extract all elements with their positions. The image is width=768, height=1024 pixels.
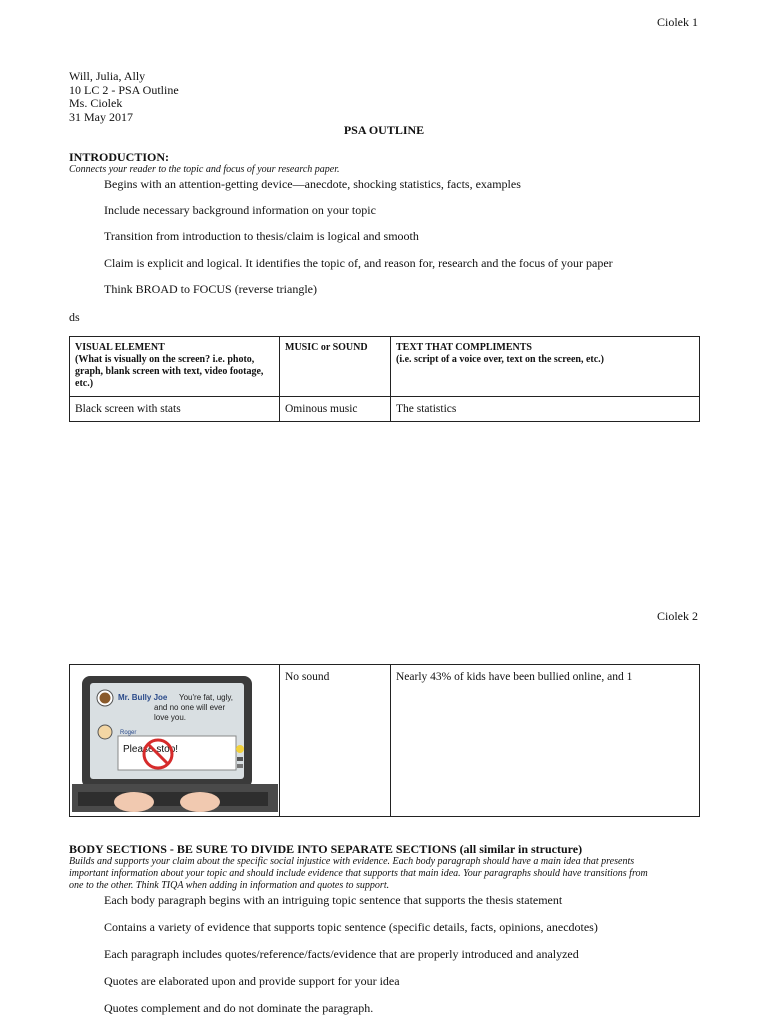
camera-icon (237, 757, 243, 761)
reply-message: Please stop! (123, 744, 179, 755)
header-title: TEXT THAT COMPLIMENTS (396, 342, 532, 353)
table-header-row (70, 337, 700, 397)
music-sound-header (280, 337, 391, 397)
page-title: PSA OUTLINE (343, 123, 425, 137)
intro-item: Transition from introduction to thesis/claim is logical and smooth (104, 229, 419, 243)
visual-element-header (70, 337, 280, 397)
body-heading (69, 842, 582, 856)
cyberbullying-illustration (72, 670, 278, 812)
psa-table-page1 (69, 336, 700, 422)
body-item: Each paragraph includes quotes/reference/facts/evidence that are properly introduced and analyzed (104, 947, 579, 961)
bully-message-line1: You're fat, ugly, (179, 693, 234, 702)
text-header (391, 337, 700, 397)
body-subtitle-line: Builds and supports your claim about the specific social injustice with evidence. Each body paragraph should have a main idea that presents (69, 856, 635, 867)
bully-name: Mr. Bully Joe (118, 693, 168, 702)
visual-image-cell (70, 665, 280, 817)
visual-cell: Black screen with stats (70, 397, 280, 422)
heading-teacher: Ms. Ciolek (69, 96, 123, 110)
intro-item: Begins with an attention-getting device—anecdote, shocking statistics, facts, examples (104, 177, 521, 191)
reply-name: Roger (120, 730, 137, 736)
page-number-1: Ciolek 1 (657, 15, 698, 29)
psa-table-page2 (69, 664, 700, 817)
attach-icon (237, 764, 243, 768)
heading-class: 10 LC 2 - PSA Outline (69, 83, 179, 97)
bully-message-line2: and no one will ever (154, 703, 226, 712)
intro-heading: INTRODUCTION: (69, 150, 170, 164)
header-title: MUSIC or SOUND (285, 342, 368, 353)
body-heading-rest: (all similar in structure) (456, 842, 583, 856)
body-subtitle-line: important information about your topic and should include evidence that supports that main idea. Your paragraphs should have transitions from (69, 868, 648, 879)
stray-text: ds (69, 310, 80, 324)
text-cell: The statistics (391, 397, 700, 422)
header-title: VISUAL ELEMENT (75, 342, 165, 353)
sound-cell: Ominous music (280, 397, 391, 422)
heading-date: 31 May 2017 (69, 110, 133, 124)
bully-message-line3: love you. (154, 713, 187, 722)
body-item: Quotes complement and do not dominate the paragraph. (104, 1001, 374, 1015)
heading-names: Will, Julia, Ally (69, 69, 146, 83)
intro-item: Include necessary background information on your topic (104, 203, 376, 217)
sound-cell: No sound (280, 665, 391, 817)
body-item: Contains a variety of evidence that supports topic sentence (specific details, facts, opinions, anecdotes) (104, 920, 598, 934)
intro-subtitle: Connects your reader to the topic and focus of your research paper. (69, 164, 340, 175)
body-subtitle-line: one to the other. Think TIQA when adding in information and quotes to support. (69, 880, 390, 891)
header-note: (i.e. script of a voice over, text on the screen, etc.) (396, 354, 604, 365)
table-row (70, 665, 700, 817)
page-number-2: Ciolek 2 (657, 609, 698, 623)
body-item: Quotes are elaborated upon and provide support for your idea (104, 974, 400, 988)
smiley-icon (236, 745, 244, 753)
table-row (70, 397, 700, 422)
body-heading-bold: BODY SECTIONS - BE SURE TO DIVIDE INTO SEPARATE SECTIONS (69, 842, 457, 856)
text-cell: Nearly 43% of kids have been bullied online, and 1 (391, 665, 700, 817)
body-item: Each body paragraph begins with an intriguing topic sentence that supports the thesis statement (104, 893, 563, 907)
header-note: (What is visually on the screen? i.e. photo, graph, blank screen with text, video footage, etc.) (75, 354, 264, 389)
intro-item: Claim is explicit and logical. It identifies the topic of, and reason for, research and the focus of your paper (104, 256, 613, 270)
intro-item: Think BROAD to FOCUS (reverse triangle) (104, 282, 317, 296)
